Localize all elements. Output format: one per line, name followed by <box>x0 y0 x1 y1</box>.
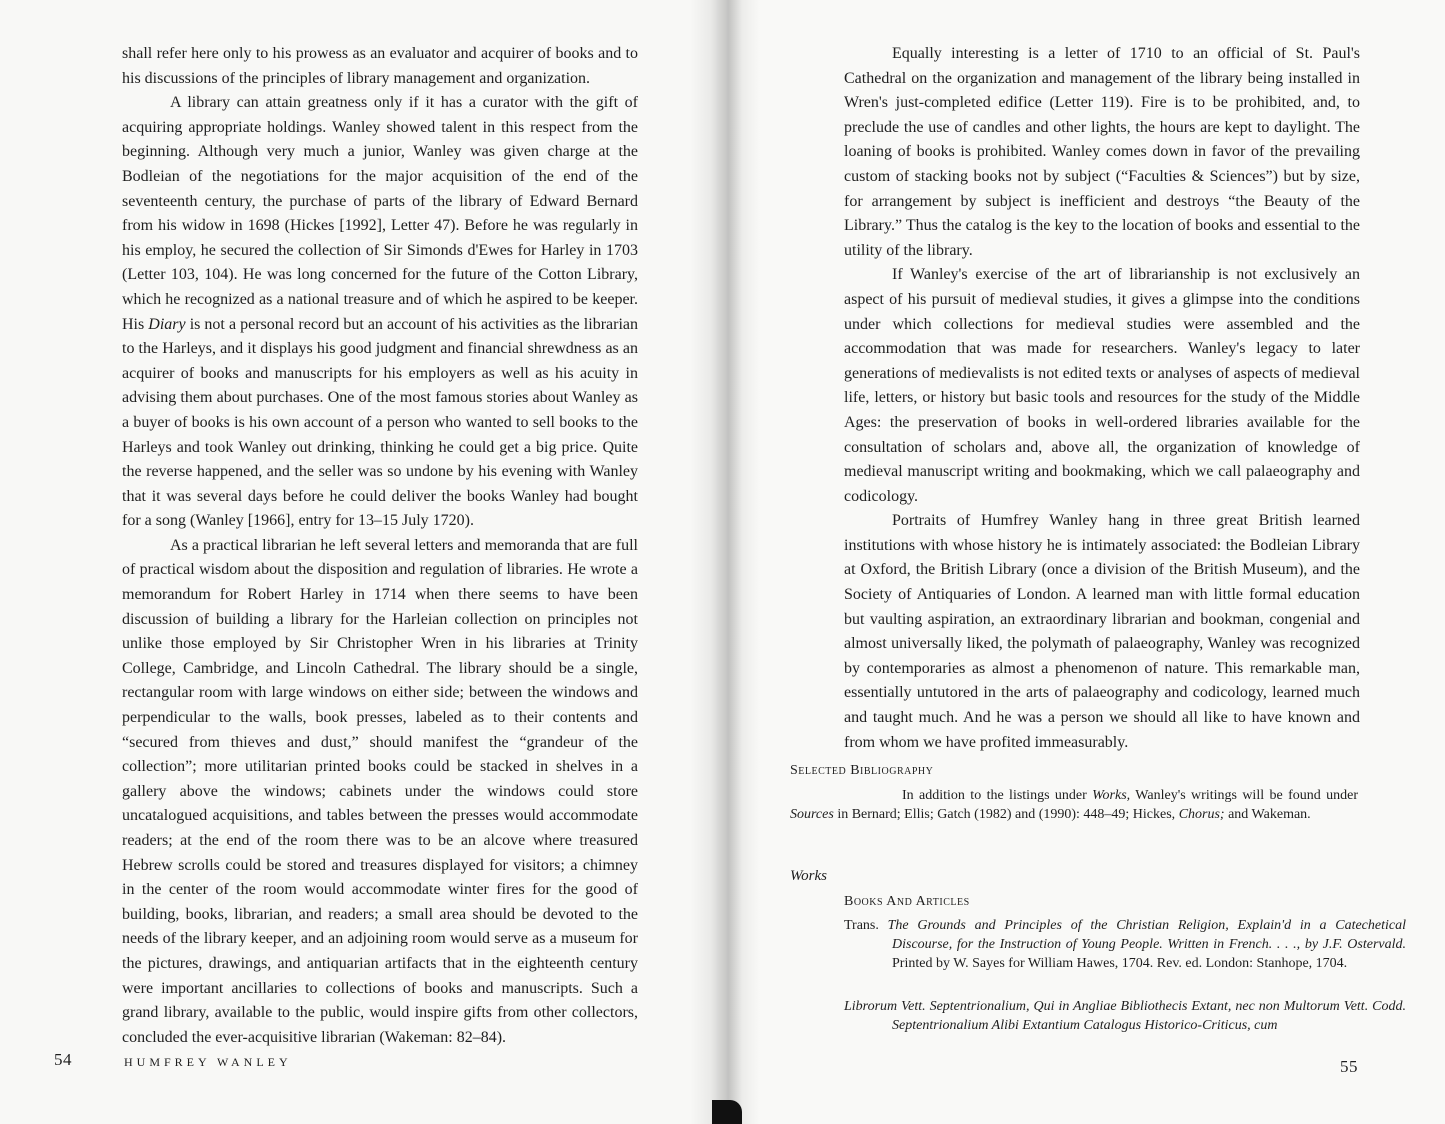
bibliography-heading: Selected Bibliography <box>790 763 934 778</box>
gutter-shadow <box>712 1100 742 1124</box>
paragraph: If Wanley's exercise of the art of librarianship is not exclusively an aspect of his pursuit of medieval studies, it gives a glimpse into the conditions under which collections for medieval studies were assembled and the accommodation that was made for researchers. Wanley's legacy to later generations of medievalists is not edited texts or analyses of aspects of medieval life, letters, or history but basic tools and resources for the study of the Middle Ages: the preservation of books in well-ordered libraries available for the consultation of scholars and, above all, the organization of knowledge of medieval manuscript writing and bookmaking, which we call palaeography and codicology. <box>844 266 1360 505</box>
bibliography-entry <box>844 916 1406 973</box>
bib-chorus-ref: Chorus; <box>1178 807 1225 822</box>
page-number-left: 54 <box>54 1050 72 1069</box>
paragraph: Portraits of Humfrey Wanley hang in three great British learned institutions with whose history he is intimately associated: the Bodleian Library at Oxford, the British Library (once a division of the British Museum), and the Society of Antiquaries of London. A learned man with little formal education but vaulting aspiration, an extraordinary librarian and bookman, congenial and almost universally liked, the polymath of palaeography, Wanley was recognized by contemporaries as almost a phenomenon of nature. This remarkable man, essentially untutored in the arts of palaeography and codicology, learned much and taught much. And he was a person we should all like to have known and from whom we have profited immeasurably. <box>844 512 1360 751</box>
paragraph: Equally interesting is a letter of 1710 to an official of St. Paul's Cathedral on the organization and management of the library being installed in Wren's just-completed edifice (Letter 119). Fire is to be prohibited, and, to preclude the use of candles and other lights, the hours are kept to daylight. The loaning of books is prohibited. Wanley comes down in favor of the prevailing custom of stacking books not by subject (“Faculties & Sciences”) but by size, for arrangement by subject is inefficient and destroys “the Beauty of the Library.” Thus the catalog is the key to the location of books and essential to the utility of the library. <box>844 45 1360 259</box>
bibliography-intro <box>790 786 1358 824</box>
bib-sources-ref: Sources <box>790 807 834 822</box>
works-heading: Works <box>790 868 827 884</box>
bib-text: and Wakeman. <box>1224 807 1311 822</box>
bib-text: in Bernard; Ellis; Gatch (1982) and (1990): 448–49; Hickes, <box>833 807 1179 822</box>
entry-title: Librorum Vett. Septentrionalium, Qui in Angliae Bibliothecis Extant, nec non Multorum Vett. Codd. Septentrionalium Alibi Extantium Catalogus Historico-Criticus, cum <box>844 999 1406 1033</box>
books-articles-heading: Books And Articles <box>844 894 970 909</box>
running-head: HUMFREY WANLEY <box>124 1055 292 1069</box>
entry-title: The Grounds and Principles of the Christian Religion, Explain'd in a Catechetical Discourse, for the Instruction of Young People. Written in French. . . ., by J.F. Ostervald. <box>887 918 1406 952</box>
bib-text: In addition to the listings under <box>902 788 1093 803</box>
entry-text: Trans. <box>844 918 888 933</box>
right-page <box>722 0 1445 1124</box>
right-page-body <box>844 42 1360 755</box>
paragraph-text: His <box>122 315 149 333</box>
paragraph-text: A library can attain greatness only if it has a curator with the gift of acquiring appropriate holdings. Wanley showed talent in this respect from the beginning. Although very much a junior, Wanley was given charge at the Bodleian of the negotiations for the major acquisition of the end of the seventeenth century, the purchase of parts of the library of Edward Bernard from his widow in 1698 (Hickes [1992], Letter 47). Before he was regularly in his employ, he secured the collection of Sir Simonds d'Ewes for Harley in 1703 (Letter 103, 104). He was long concerned for the future of the Cotton Library, which he recognized as a national treasure and of which he aspired to be keeper. <box>122 94 638 308</box>
bib-text: Wanley's writings will be found under <box>1130 788 1358 803</box>
paragraph: As a practical librarian he left several letters and memoranda that are full of practical wisdom about the disposition and regulation of libraries. He wrote a memorandum for Robert Harley in 1714 when there seems to have been discussion of building a library for the Harleian collection on principles not unlike those employed by Sir Christopher Wren in his libraries at Trinity College, Cambridge, and Lincoln Cathedral. The library should be a single, rectangular room with large windows on either side; between the windows and perpendicular to the walls, book presses, labeled as to their contents and “secured from thieves and dust,” should manifest the “grandeur of the collection”; more utilitarian printed books could be stacked in shelves in a gallery above the windows; cabinets under the windows could store uncatalogued acquisitions, and tables between the presses would accommodate readers; at the end of the room there was to be an alcove where treasured Hebrew scrolls could be stored and treasures displayed for visitors; a chimney in the center of the room would accommodate winter fires for the good of building, books, librarian, and readers; a small area should be devoted to the needs of the library keeper, and an adjoining room would serve as a museum for the pictures, drawings, and antiquarian artifacts that in the eighteenth century were important ancillaries to collections of books and manuscripts. Such a grand library, available to the public, would inspire gifts from other collectors, concluded the ever-acquisitive librarian (Wakeman: 82–84). <box>122 536 638 1046</box>
left-page-body <box>122 42 638 1050</box>
paragraph <box>122 91 638 534</box>
bibliography-entry <box>844 997 1406 1035</box>
left-page <box>0 0 722 1124</box>
page-number-right: 55 <box>1340 1057 1358 1076</box>
paragraph-text: is not a personal record but an account of his activities as the librarian to the Harleys, and it displays his good judgment and financial shrewdness as an acquirer of books and manuscripts for his employers as well as his acuity in advising them about purchases. One of the most famous stories about Wanley as a buyer of books is his own account of a person who wanted to sell books to the Harleys and took Wanley out drinking, thinking he could get a big price. Quite the reverse happened, and the seller was so undone by his evening with Wanley that it was several days before he could deliver the books Wanley had bought for a song (Wanley [1966], entry for 13–15 July 1720). <box>122 315 638 530</box>
bib-works-ref: Works, <box>1092 788 1131 803</box>
paragraph: shall refer here only to his prowess as an evaluator and acquirer of books and to his discussions of the principles of library management and organization. <box>122 45 638 87</box>
entry-text: Printed by W. Sayes for William Hawes, 1704. Rev. ed. London: Stanhope, 1704. <box>892 956 1348 971</box>
diary-title: Diary <box>148 315 186 333</box>
